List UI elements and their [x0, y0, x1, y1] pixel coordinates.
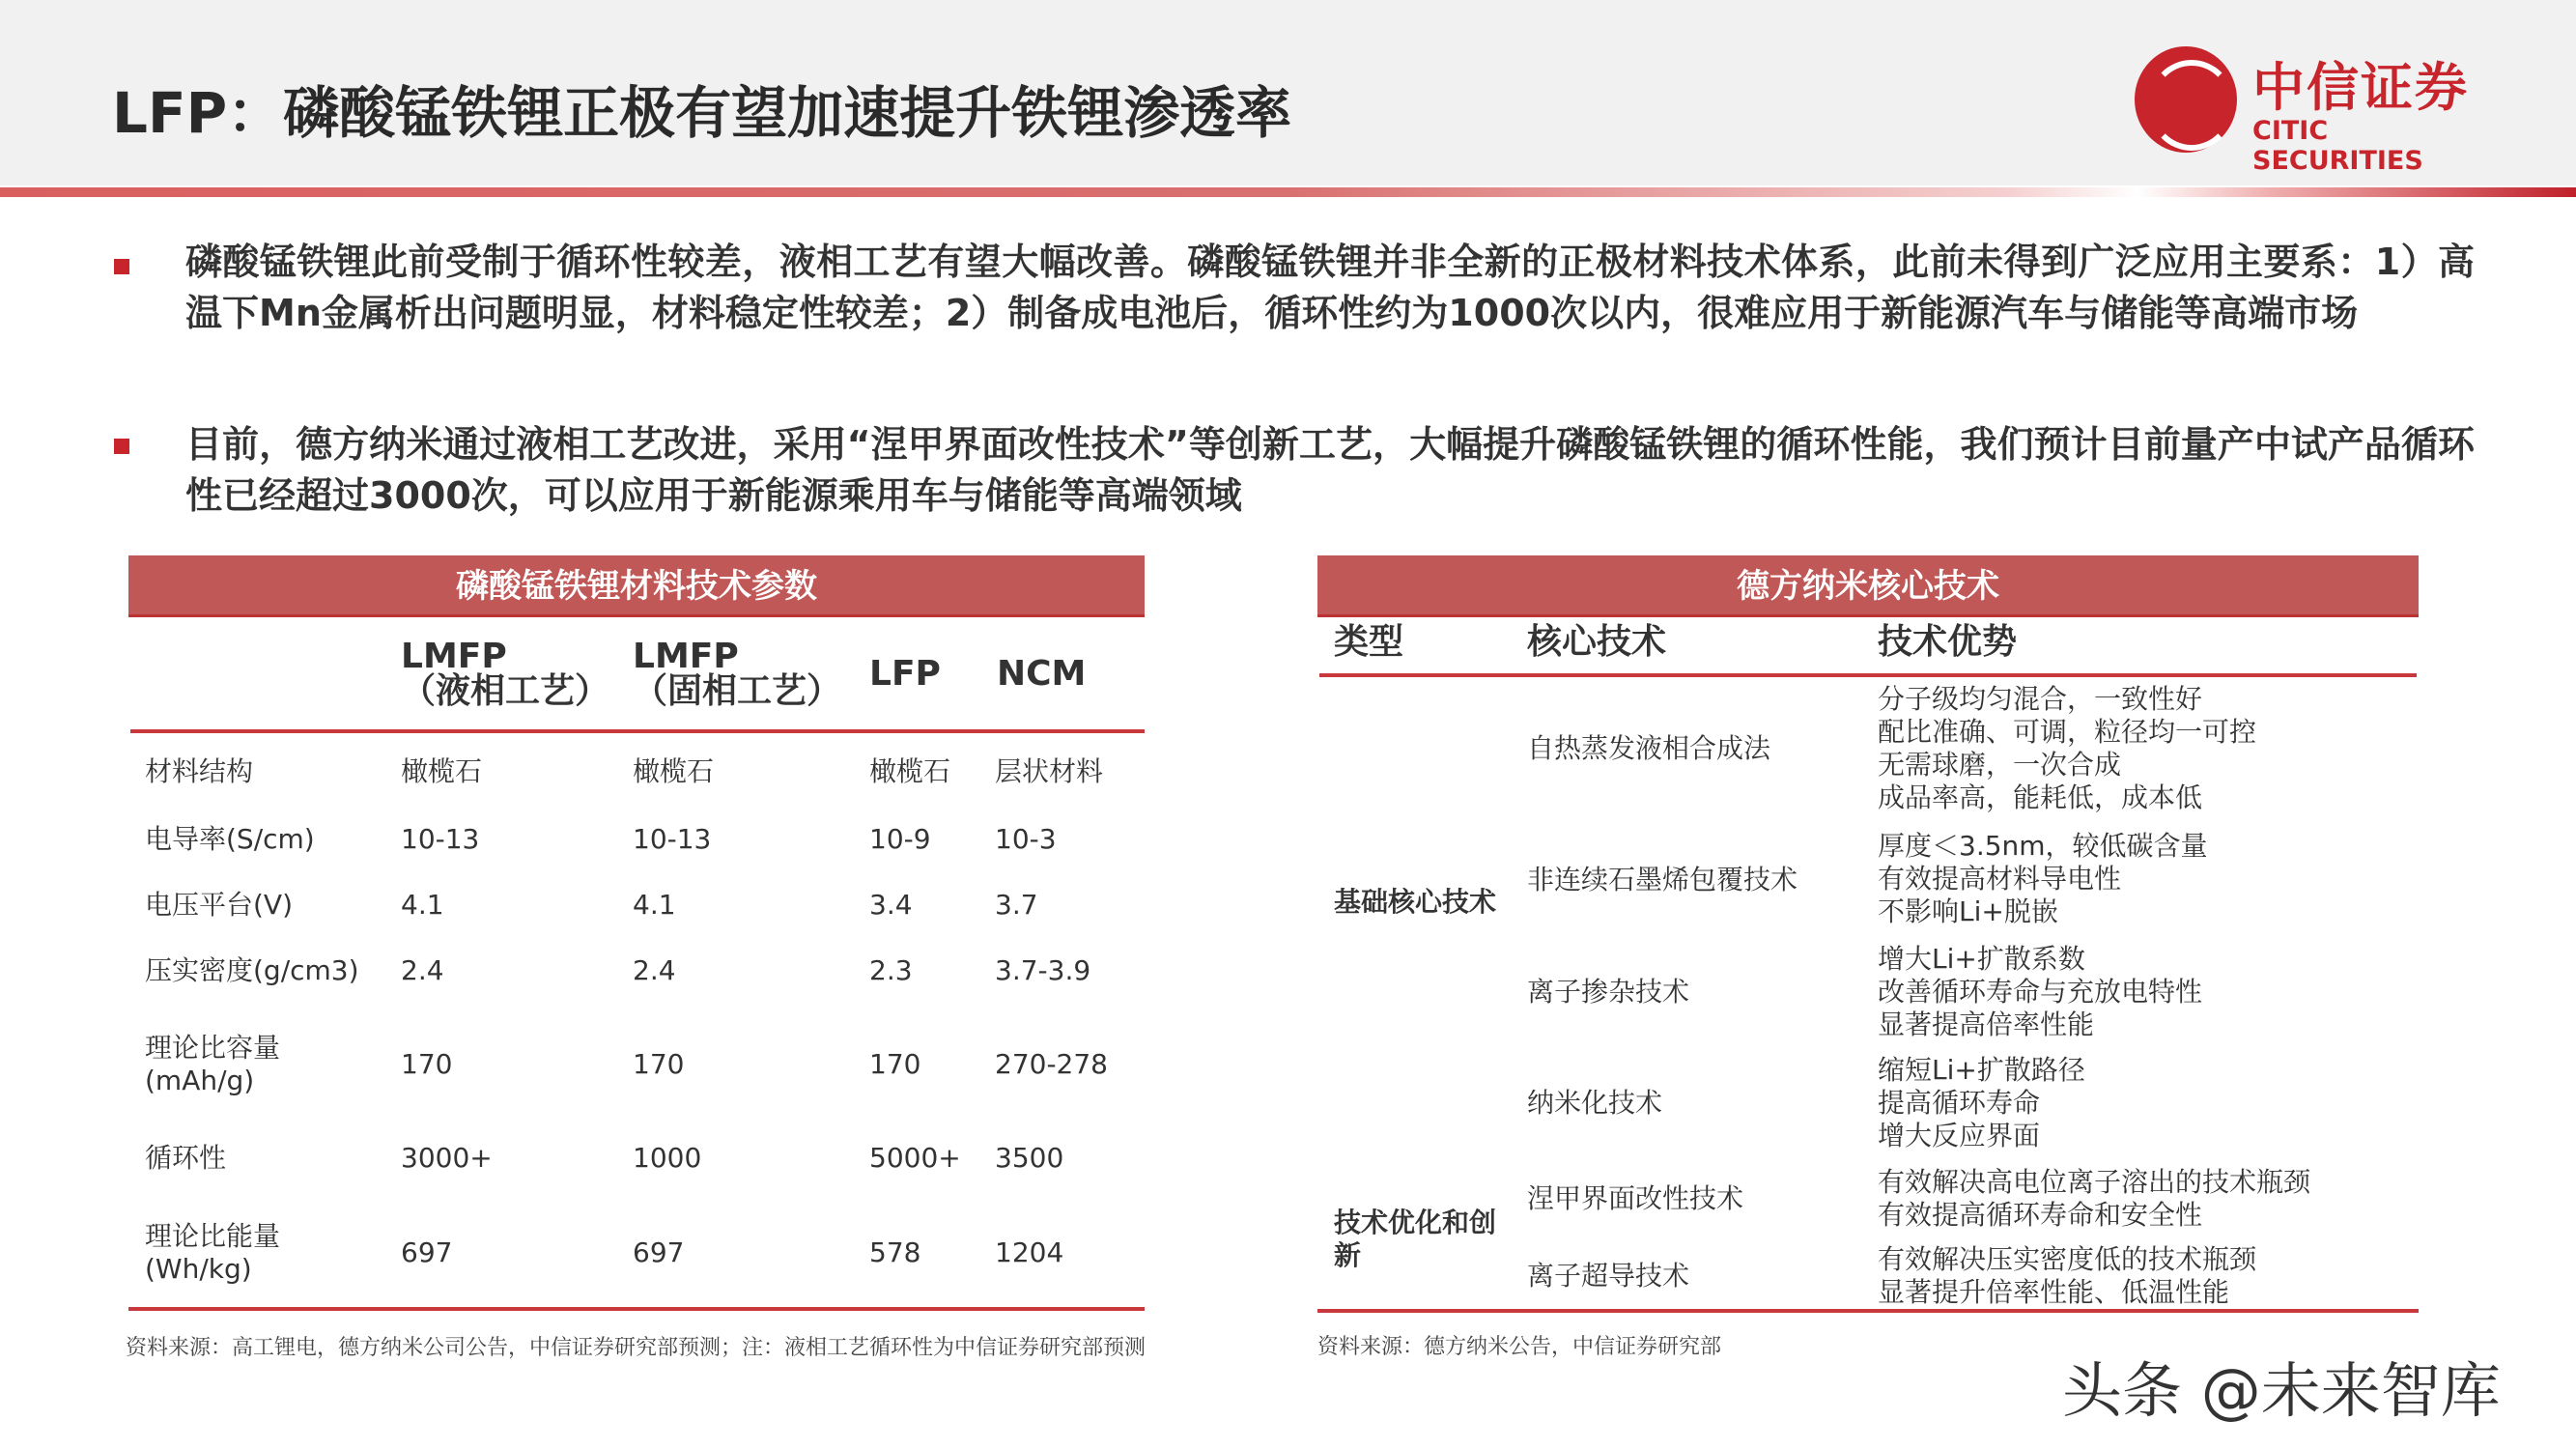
table-cell: 578 [869, 1236, 921, 1268]
watermark: 头条 @未来智库 [2062, 1355, 2501, 1426]
row-label-line: 循环性 [145, 1142, 227, 1174]
table-cell: 层状材料 [995, 755, 1104, 787]
table-cell: 橄榄石 [633, 755, 715, 787]
table-cell: 270-278 [995, 1048, 1108, 1080]
col-header-line: LMFP [633, 637, 739, 676]
col-header-line: （液相工艺） [401, 671, 610, 711]
table-cell: 3.7-3.9 [995, 954, 1091, 986]
logo-cn-text: 中信证券 [2252, 57, 2469, 118]
advantage-line: 显著提升倍率性能、低温性能 [1878, 1276, 2230, 1308]
tech-advantages [1878, 683, 2256, 814]
table-cell: 3.4 [869, 889, 913, 921]
tech-name: 非连续石墨烯包覆技术 [1527, 864, 1798, 895]
table-bottom-rule [1317, 1309, 2419, 1313]
tech-advantages [1878, 830, 2208, 928]
tech-name: 纳米化技术 [1527, 1087, 1663, 1119]
tech-advantages [1878, 1054, 2085, 1152]
table-cell: 3000+ [401, 1142, 493, 1174]
col-header-core-tech: 核心技术 [1527, 622, 1667, 662]
col-header-line: （固相工艺） [633, 671, 842, 711]
right-table-title: 德方纳米核心技术 [1317, 555, 2419, 617]
table-cell: 170 [401, 1048, 453, 1080]
advantage-line: 分子级均匀混合，一致性好 [1878, 683, 2203, 715]
col-header-lmfp-liquid [401, 639, 609, 709]
bullet-paragraph: 目前，德方纳米通过液相工艺改进，采用“涅甲界面改性技术”等创新工艺，大幅提升磷酸锰铁锂的循环性能，我们预计目前量产中试产品循环性已经超过3000次，可以应用于新能源乘用车与储能等高端领域 [185, 423, 2475, 517]
bullet-paragraph: 磷酸锰铁锂此前受制于循环性较差，液相工艺有望大幅改善。磷酸锰铁锂并非全新的正极材料技术体系，此前未得到广泛应用主要系：1）高温下Mn金属析出问题明显，材料稳定性较差；2）制备成电池后，循环性约为1000次以内，很难应用于新能源汽车与储能等高端市场 [185, 241, 2475, 334]
row-label-line: 理论比容量 [145, 1032, 281, 1064]
right-table-source: 资料来源：德方纳米公告，中信证券研究部 [1317, 1335, 1722, 1359]
row-label [145, 1032, 280, 1097]
col-header-advantage: 技术优势 [1878, 622, 2018, 662]
col-header-type: 类型 [1334, 622, 1404, 662]
table-cell: 10-13 [633, 823, 712, 855]
row-label [145, 823, 315, 856]
row-label-line: 电压平台(V) [145, 889, 294, 921]
citic-logo [2135, 46, 2502, 176]
table-cell: 2.4 [401, 954, 444, 986]
advantage-line: 配比准确、可调，粒径均一可控 [1878, 716, 2257, 748]
tech-name: 涅甲界面改性技术 [1527, 1182, 1744, 1214]
advantage-line: 有效提高材料导电性 [1878, 863, 2122, 895]
table-cell: 170 [633, 1048, 685, 1080]
bullet-icon [114, 439, 129, 454]
row-label [145, 755, 253, 788]
row-label [145, 1142, 226, 1175]
row-label-line: (mAh/g) [145, 1065, 255, 1096]
advantage-line: 有效解决压实密度低的技术瓶颈 [1878, 1243, 2257, 1275]
table-cell: 3500 [995, 1142, 1064, 1174]
advantage-line: 有效解决高电位离子溶出的技术瓶颈 [1878, 1166, 2311, 1198]
advantage-line: 增大Li+扩散系数 [1878, 943, 2085, 975]
row-label-line: 电导率(S/cm) [145, 823, 315, 855]
col-header-line: LMFP [401, 637, 507, 676]
table-cell: 2.4 [633, 954, 676, 986]
left-table-title: 磷酸锰铁锂材料技术参数 [128, 555, 1145, 617]
left-table-source: 资料来源：高工锂电，德方纳米公司公告，中信证券研究部预测；注：液相工艺循环性为中信证券研究部预测 [126, 1336, 1146, 1360]
logo-en-text: CITIC SECURITIES [2252, 116, 2423, 176]
advantage-line: 提高循环寿命 [1878, 1087, 2041, 1119]
bullet-icon [114, 259, 129, 274]
row-label [145, 889, 293, 922]
row-label-line: (Wh/kg) [145, 1253, 252, 1285]
table-cell: 橄榄石 [869, 755, 951, 787]
table-cell: 697 [401, 1236, 453, 1268]
advantage-line: 显著提高倍率性能 [1878, 1009, 2095, 1040]
row-label-line: 材料结构 [145, 755, 254, 787]
advantage-line: 缩短Li+扩散路径 [1878, 1054, 2085, 1086]
tech-name: 自热蒸发液相合成法 [1527, 732, 1771, 764]
table-cell: 3.7 [995, 889, 1038, 921]
advantage-line: 成品率高，能耗低，成本低 [1878, 781, 2203, 813]
table-cell: 10-3 [995, 823, 1057, 855]
table-cell: 170 [869, 1048, 921, 1080]
advantage-line: 无需球磨，一次合成 [1878, 749, 2122, 781]
table-cell: 5000+ [869, 1142, 961, 1174]
col-header-lmfp-solid [633, 639, 841, 709]
row-label [145, 954, 359, 987]
advantage-line: 增大反应界面 [1878, 1120, 2041, 1151]
table-cell: 2.3 [869, 954, 913, 986]
advantage-line: 厚度＜3.5nm，较低碳含量 [1878, 830, 2208, 862]
page-title: LFP：磷酸锰铁锂正极有望加速提升铁锂渗透率 [112, 80, 1292, 146]
row-label-line: 压实密度(g/cm3) [145, 954, 359, 986]
table-cell: 1000 [633, 1142, 702, 1174]
advantage-line: 改善循环寿命与充放电特性 [1878, 976, 2203, 1008]
table-cell: 10-13 [401, 823, 480, 855]
tech-name: 离子超导技术 [1527, 1260, 1690, 1292]
citic-logo-icon [2135, 46, 2237, 153]
col-header-ncm: NCM [997, 654, 1087, 694]
category-optimization: 技术优化和创新 [1334, 1207, 1497, 1271]
header-rule [1319, 673, 2417, 677]
table-cell: 1204 [995, 1236, 1064, 1268]
header-rule [130, 729, 1145, 733]
table-cell: 697 [633, 1236, 685, 1268]
table-bottom-rule [128, 1307, 1145, 1311]
tech-advantages [1878, 943, 2202, 1041]
row-label-line: 理论比能量 [145, 1220, 281, 1252]
header-divider [0, 187, 2576, 197]
table-cell: 4.1 [401, 889, 444, 921]
col-header-lfp: LFP [869, 654, 941, 694]
advantage-line: 有效提高循环寿命和安全性 [1878, 1199, 2203, 1231]
tech-advantages [1878, 1243, 2256, 1309]
advantage-line: 不影响Li+脱嵌 [1878, 895, 2058, 927]
category-basic-core: 基础核心技术 [1334, 886, 1497, 918]
row-label [145, 1220, 280, 1286]
tech-name: 离子掺杂技术 [1527, 976, 1690, 1008]
table-cell: 橄榄石 [401, 755, 483, 787]
table-cell: 10-9 [869, 823, 931, 855]
tech-advantages [1878, 1166, 2310, 1232]
table-cell: 4.1 [633, 889, 676, 921]
